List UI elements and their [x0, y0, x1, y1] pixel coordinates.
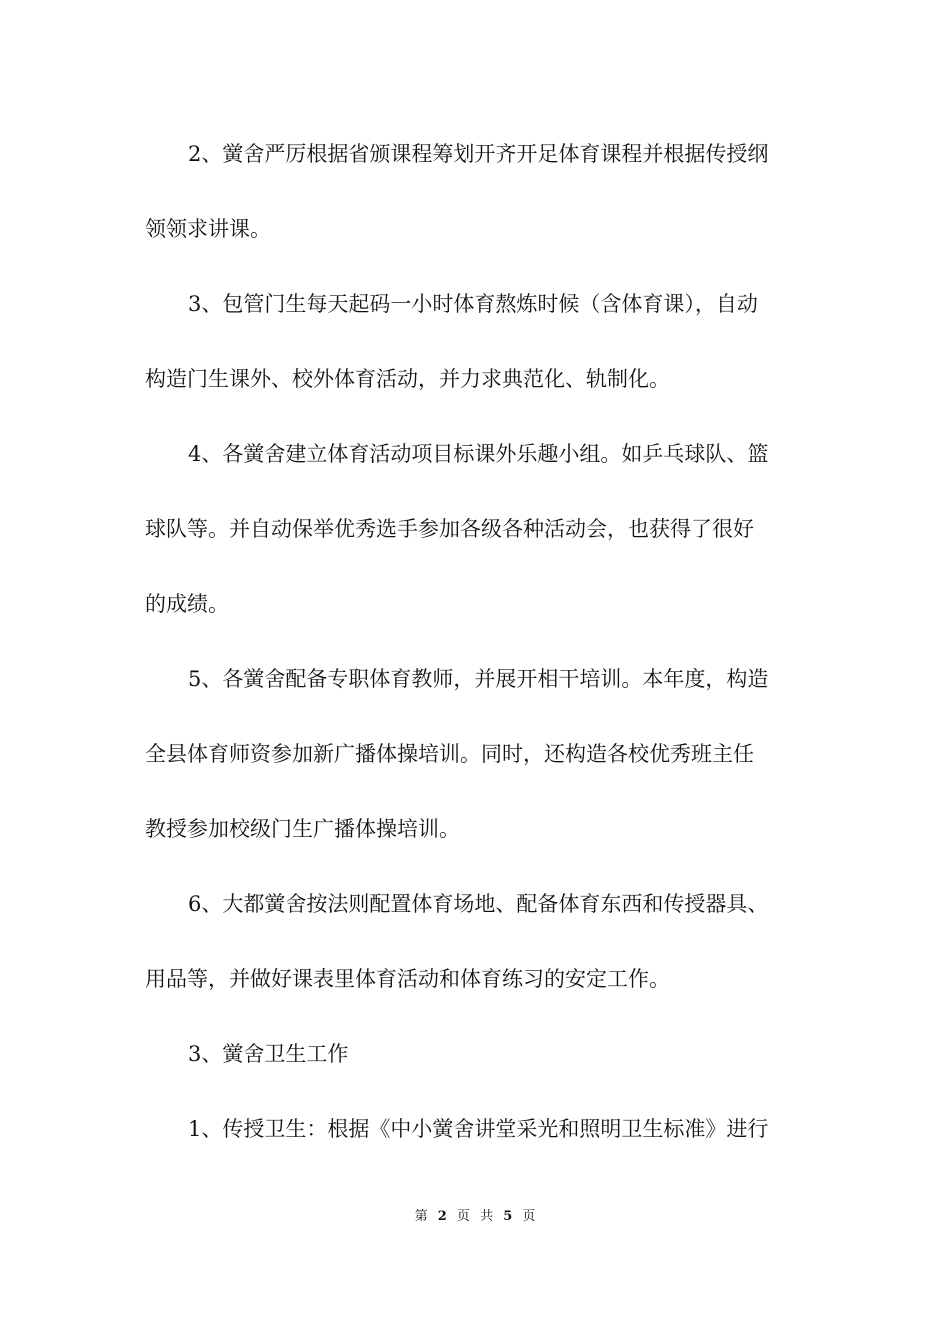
- section-heading: 3、黉舍卫生工作: [188, 1042, 349, 1066]
- paragraph-5-line-1: 6、大都黉舍按法则配置体育场地、配备体育东西和传授器具、: [188, 892, 769, 916]
- paragraph-4-line-1: 5、各黉舍配备专职体育教师，并展开相干培训。本年度，构造: [188, 667, 769, 691]
- footer-page-word: 页: [456, 1209, 470, 1224]
- page-footer: [0, 1208, 950, 1226]
- paragraph-1-line-2: 领领求讲课。: [145, 217, 271, 241]
- footer-suffix: 页: [522, 1209, 536, 1224]
- paragraph-3-line-3: 的成绩。: [145, 592, 229, 616]
- footer-prefix: 第: [414, 1209, 428, 1224]
- paragraph-3-line-1: 4、各黉舍建立体育活动项目标课外乐趣小组。如乒乓球队、篮: [188, 442, 769, 466]
- paragraph-3-line-2: 球队等。并自动保举优秀选手参加各级各种活动会，也获得了很好: [145, 517, 754, 541]
- paragraph-5-line-2: 用品等，并做好课表里体育活动和体育练习的安定工作。: [145, 967, 670, 991]
- paragraph-7-line-1: 1、传授卫生：根据《中小黉舍讲堂采光和照明卫生标准》进行: [188, 1117, 769, 1141]
- paragraph-1-line-1: 2、黉舍严厉根据省颁课程筹划开齐开足体育课程并根据传授纲: [188, 142, 769, 166]
- paragraph-4-line-3: 教授参加校级门生广播体操培训。: [145, 817, 460, 841]
- paragraph-4-line-2: 全县体育师资参加新广播体操培训。同时，还构造各校优秀班主任: [145, 742, 754, 766]
- footer-total-pages: 5: [503, 1209, 513, 1224]
- footer-total-word: 共: [480, 1209, 494, 1224]
- paragraph-2-line-2: 构造门生课外、校外体育活动，并力求典范化、轨制化。: [145, 367, 670, 391]
- paragraph-2-line-1: 3、包管门生每天起码一小时体育熬炼时候（含体育课），自动: [188, 292, 758, 316]
- footer-current-page: 2: [437, 1209, 447, 1224]
